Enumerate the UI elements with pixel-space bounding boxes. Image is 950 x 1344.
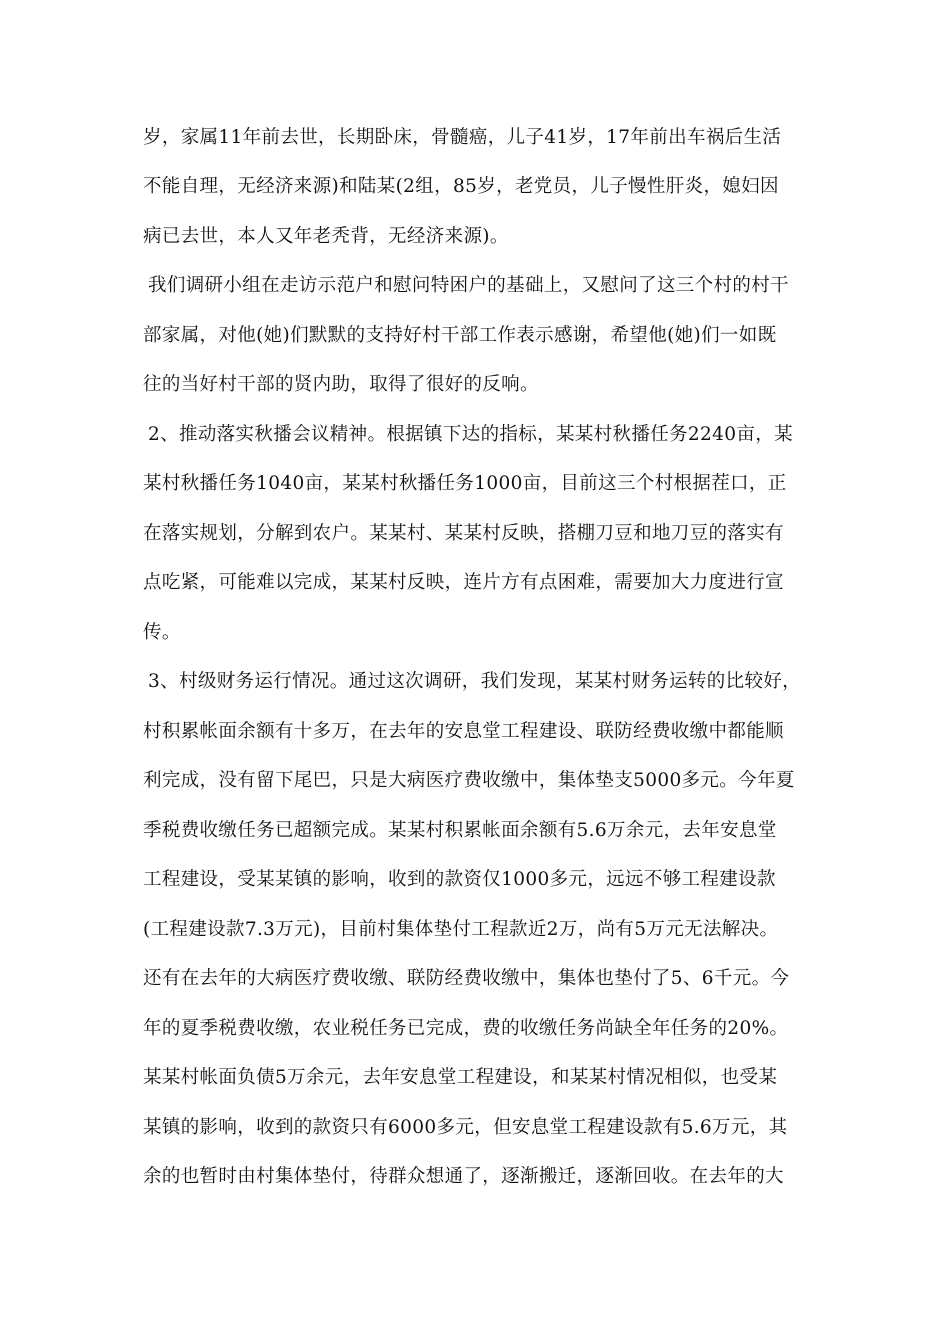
- text-line: 某镇的影响，收到的款资只有6000多元，但安息堂工程建设款有5.6万元，其: [143, 1117, 788, 1138]
- text-line: 某某村帐面负债5万余元，去年安息堂工程建设，和某某村情况相似，也受某: [143, 1067, 778, 1088]
- text-line: 不能自理，无经济来源)和陆某(2组，85岁，老党员，儿子慢性肝炎，媳妇因: [143, 176, 779, 197]
- paragraph-start: 3、村级财务运行情况。通过这次调研，我们发现，某某村财务运转的比较好，: [148, 671, 802, 692]
- text-line: 岁，家属11年前去世，长期卧床，骨髓癌，儿子41岁，17年前出车祸后生活: [143, 127, 782, 148]
- text-line: 工程建设，受某某镇的影响，收到的款资仅1000多元，远远不够工程建设款: [143, 869, 776, 890]
- text-line: 往的当好村干部的贤内助，取得了很好的反响。: [143, 374, 539, 395]
- text-line: 年的夏季税费收缴，农业税任务已完成，费的收缴任务尚缺全年任务的20%。: [143, 1018, 789, 1039]
- text-line: 在落实规划，分解到农户。某某村、某某村反映，搭棚刀豆和地刀豆的落实有: [143, 523, 784, 544]
- text-line: 季税费收缴任务已超额完成。某某村积累帐面余额有5.6万余元，去年安息堂: [143, 820, 777, 841]
- text-line: 某村秋播任务1040亩，某某村秋播任务1000亩，目前这三个村根据茬口，正: [143, 473, 787, 494]
- text-line: 部家属，对他(她)们默默的支持好村干部工作表示感谢，希望他(她)们一如既: [143, 325, 777, 346]
- paragraph-start: 2、推动落实秋播会议精神。根据镇下达的指标，某某村秋播任务2240亩，某: [148, 424, 793, 445]
- text-line: 传。: [143, 622, 181, 643]
- text-line: 点吃紧，可能难以完成，某某村反映，连片方有点困难，需要加大力度进行宣: [143, 572, 784, 593]
- paragraph-start: 我们调研小组在走访示范户和慰问特困户的基础上，又慰问了这三个村的村干: [148, 275, 789, 296]
- text-line: (工程建设款7.3万元)，目前村集体垫付工程款近2万，尚有5万元无法解决。: [143, 919, 779, 940]
- text-line: 利完成，没有留下尾巴，只是大病医疗费收缴中，集体垫支5000多元。今年夏: [143, 770, 795, 791]
- text-line: 还有在去年的大病医疗费收缴、联防经费收缴中，集体也垫付了5、6千元。今: [143, 968, 790, 989]
- text-line: 病已去世，本人又年老秃背，无经济来源)。: [143, 226, 509, 247]
- text-line: 余的也暂时由村集体垫付，待群众想通了，逐渐搬迁，逐渐回收。在去年的大: [143, 1166, 784, 1187]
- text-line: 村积累帐面余额有十多万，在去年的安息堂工程建设、联防经费收缴中都能顺: [143, 721, 784, 742]
